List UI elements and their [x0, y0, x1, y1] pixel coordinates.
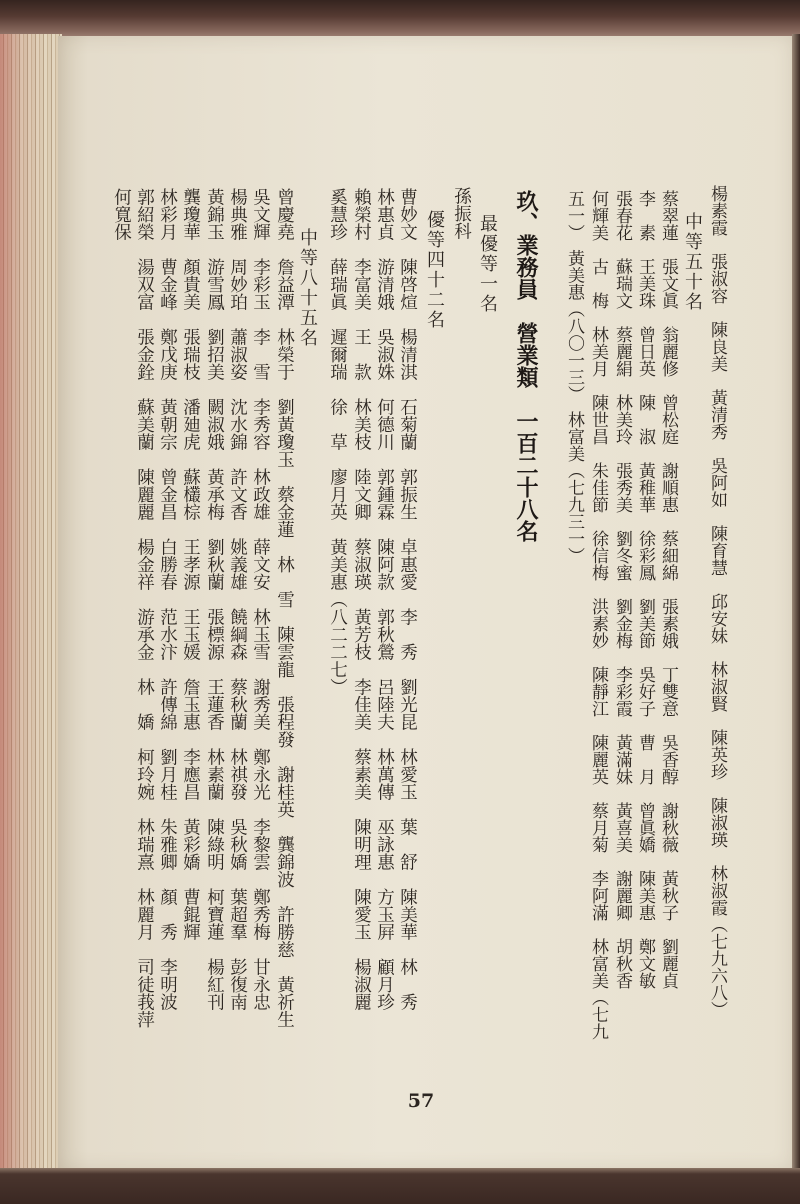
category-9-title: 玖、業務員 營業類 一百二十八名	[513, 190, 539, 542]
top-grade-heading: 最優等一名	[477, 214, 498, 314]
excellent-grade-column: 林惠貞 游清娥 吳淑姝 何德川 郭鍾霖 陳阿款 郭秋鶯 呂陸夫 林萬傳 巫詠惠 方玉屛 顧月珍	[374, 188, 395, 1011]
excellent-grade-column: 賴榮村 李富美 王 款 林美枝 陸文卿 蔡淑瑛 黃芳枝 李佳美 蔡素美 陳明理 陳愛玉 楊淑麗	[351, 188, 372, 1011]
middle-grade-85-column: 楊典雅 周妙珀 蕭淑姿 沈水錦 許文香 姚義雄 饒綱森 蔡秋蘭 林祺發 吳秋嬌 葉超羣 彭復南	[227, 188, 248, 1011]
page-stack-tint	[0, 34, 62, 1170]
middle-grade-50-column: 蔡翠蓮 張文眞 翁麗修 曾松庭 謝順惠 蔡細綿 張素娥 丁雙意 吳香醇 謝秋薇 黃秋子 劉麗貞	[658, 190, 678, 989]
book-cover-bottom-edge	[0, 1168, 800, 1204]
middle-grade-50-column: 五一） 黃美惠（八〇一三） 林富美（七九三一）	[564, 190, 584, 564]
middle-grade-85-column: 林彩月 曹金峰 鄭戊庚 黃朝宗 曾金昌 白勝春 范水汴 許傳綿 劉月桂 朱雅卿 顏 秀 李明波	[157, 188, 178, 1011]
middle-grade-85-column: 何寬保	[111, 188, 132, 241]
middle-grade-50-column: 李 素 王美珠 曾日英 陳 淑 黃稚華 徐彩鳳 劉美節 吳好子 曹 月 曾眞嬌 陳美惠 鄭文敏	[635, 190, 655, 989]
middle-grade-85-heading: 中等八十五名	[297, 228, 318, 348]
excellent-grade-column: 曹妙文 陳啓煊 楊清淇 石菊蘭 郭振生 卓惠愛 李 秀 劉光昆 林愛玉 葉 舒 陳美華 林 秀	[397, 188, 418, 1011]
middle-grade-85-column: 郭紹榮 湯双富 張金銓 蘇美蘭 陳麗麗 楊金祥 游承金 林 嬌 柯玲婉 林瑞熹 林麗月 司徒莪萍	[134, 188, 155, 1028]
excellent-grade-heading: 優等四十二名	[424, 210, 445, 330]
middle-grade-50-heading: 中等五十名	[682, 212, 703, 312]
previous-list-tail-column: 楊素霞 張淑容 陳良美 黃清秀 吳阿如 陳育慧 邱安妹 林淑賢 陳英珍 陳淑瑛 林淑霞（七九六八）	[707, 185, 727, 1018]
book-cover-top-edge	[0, 0, 800, 40]
middle-grade-50-column: 張春花 蘇瑞文 蔡麗絹 林美玲 張秀美 劉冬蜜 劉金梅 李彩霞 黃滿妹 黃喜美 謝麗卿 胡秋香	[612, 190, 632, 989]
middle-grade-50-column: 何輝美 古 梅 林美月 陳世昌 朱佳節 徐信梅 洪素妙 陳靜江 陳麗英 蔡月菊 李阿滿 林富美（七九	[588, 190, 608, 1040]
middle-grade-85-column: 曾慶堯 詹益潭 林榮于 劉黃瓊玉 蔡金蓮 林 雪 陳雲龍 張程發 謝桂英 龔錦波 許勝慈 黃祈生	[274, 188, 295, 1028]
excellent-grade-column: 奚慧珍 薛瑞眞 遲爾瑞 徐 草 廖月英 黃美惠（八二二七）	[327, 188, 348, 696]
middle-grade-85-column: 吳文輝 李彩玉 李 雪 李秀容 林政雄 薛文安 林玉雪 謝秀美 鄭永光 李黎雲 鄭秀梅 甘永忠	[250, 188, 271, 1011]
middle-grade-85-column: 黃錦玉 游雪鳳 劉招美 闕淑娥 黃承梅 劉秋蘭 張標源 王蓮香 林素蘭 陳綠明 柯寶蓮 楊紅刊	[204, 188, 225, 1011]
page-number: 57	[407, 1090, 435, 1112]
top-grade-name: 孫振科	[451, 187, 472, 240]
middle-grade-85-column: 龔瓊華 顏貴美 張瑞枝 潘廸虎 蘇欉棕 王孝源 王玉媛 詹玉惠 李應昌 黃彩嬌 曹錕輝	[180, 188, 201, 941]
book-right-edge	[792, 34, 800, 1170]
